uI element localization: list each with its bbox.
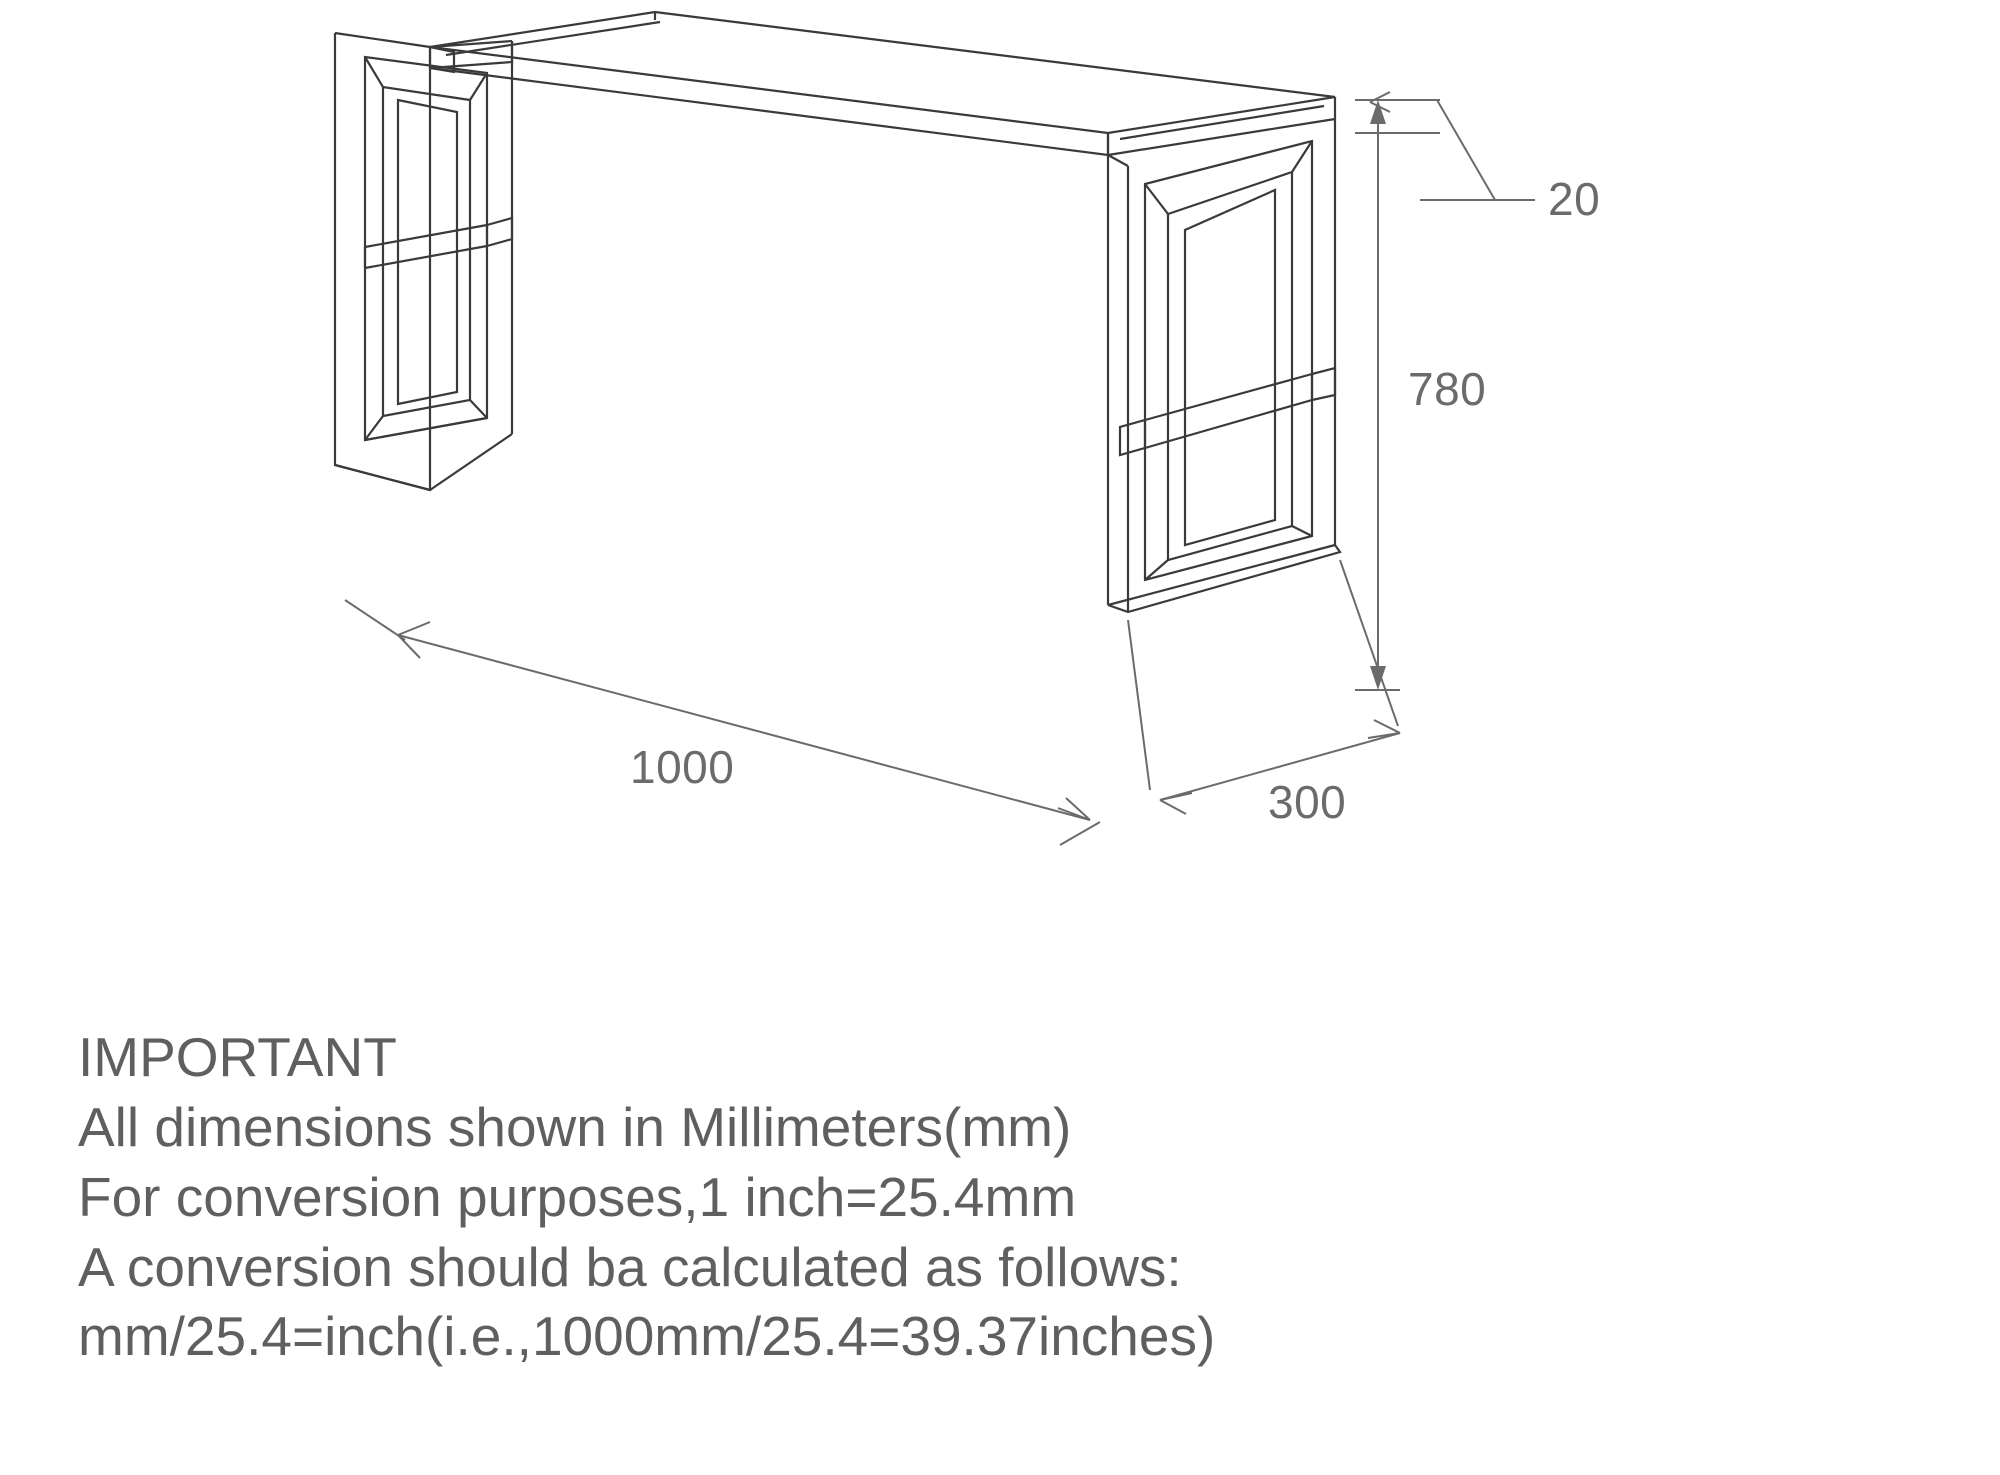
dimension-depth-300 — [1128, 560, 1400, 814]
dimension-width-1000 — [345, 600, 1100, 845]
dimension-label-thickness: 20 — [1548, 173, 1601, 225]
table-wireframe — [335, 12, 1340, 612]
dimension-lines — [345, 92, 1535, 845]
important-notes — [78, 1023, 1215, 1372]
dimension-label-width: 1000 — [630, 741, 735, 793]
notes-line-2: For conversion purposes,1 inch=25.4mm — [78, 1165, 1077, 1228]
dimension-label-height: 780 — [1408, 363, 1487, 415]
right-leg-frame — [1108, 119, 1340, 612]
left-leg-frame — [335, 33, 512, 490]
notes-line-3: A conversion should ba calculated as follows: — [78, 1235, 1182, 1298]
dimension-label-depth: 300 — [1268, 776, 1347, 828]
dimension-height-780 — [1355, 100, 1400, 690]
dimension-thickness-20 — [1355, 92, 1535, 200]
notes-line-4: mm/25.4=inch(i.e.,1000mm/25.4=39.37inches) — [78, 1305, 1216, 1368]
notes-line-1: All dimensions shown in Millimeters(mm) — [78, 1095, 1072, 1158]
tabletop — [430, 12, 1335, 155]
notes-title: IMPORTANT — [78, 1026, 397, 1088]
